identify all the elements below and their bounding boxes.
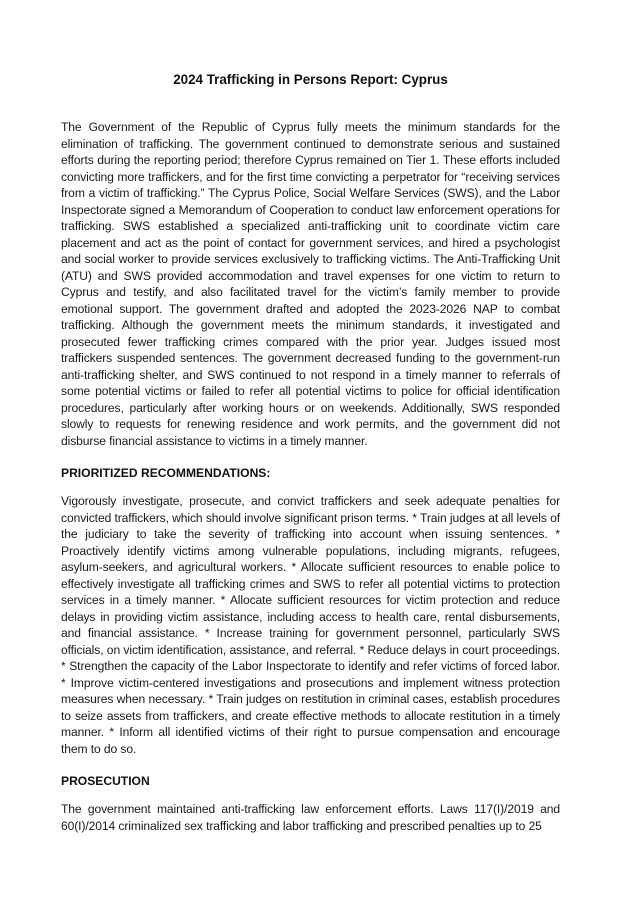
intro-paragraph: The Government of the Republic of Cyprus fully meets the minimum standards for the elimination of trafficking. The government continued to demonstrate serious and sustained efforts during the reporting period; therefore Cyprus remained on Tier 1. These efforts included convicting more traffickers, and for the first time convicting a perpetrator for “receiving services from a victim of trafficking.” The Cyprus Police, Social Welfare Services (SWS), and the Labor Inspectorate signed a Memorandum of Cooperation to conduct law enforcement operations for trafficking. SWS established a specialized anti-trafficking unit to coordinate victim care placement and act as the point of contact for government services, and hired a psychologist and social worker to provide services exclusively to trafficking victims. The Anti-Trafficking Unit (ATU) and SWS provided accommodation and travel expenses for one victim to return to Cyprus and testify, and also facilitated travel for the victim’s family member to provide emotional support. The government drafted and adopted the 2023-2026 NAP to combat trafficking. Although the government meets the minimum standards, it investigated and prosecuted fewer trafficking crimes compared with the prior year. Judges issued most traffickers suspended sentences. The government decreased funding to the government-run anti-trafficking shelter, and SWS continued to not respond in a timely manner to referrals of some potential victims or failed to refer all potential victims to police for official identification procedures, particularly after working hours or on weekends. Additionally, SWS responded slowly to requests for renewing residence and work permits, and the government did not disburse financial assistance to victims in a timely manner. [61, 120, 560, 448]
section-heading-recommendations: PRIORITIZED RECOMMENDATIONS: [61, 466, 271, 480]
prosecution-paragraph: The government maintained anti-trafficking law enforcement efforts. Laws 117(I)/2019 and 60(I)/2014 criminalized sex trafficking and labor trafficking and prescribed penalties up to 25 [61, 802, 560, 833]
document-title: 2024 Trafficking in Persons Report: Cyprus [173, 72, 448, 87]
recommendations-paragraph: Vigorously investigate, prosecute, and convict traffickers and seek adequate penalties for convicted traffickers, which should involve significant prison terms. * Train judges at all levels of the judiciary to take the severity of trafficking into account when issuing sentences. * Proactively identify victims among vulnerable populations, including migrants, refugees, asylum-seekers, and agricultural workers. * Allocate sufficient resources to enable police to effectively investigate all trafficking crimes and SWS to refer all potential victims to protection services in a timely manner. * Allocate sufficient resources for victim protection and reduce delays in providing victim assistance, including access to health care, rental disbursements, and financial assistance. * Increase training for government personnel, particularly SWS officials, on victim identification, assistance, and referral. * Reduce delays in court proceedings. * Strengthen the capacity of the Labor Inspectorate to identify and refer victims of forced labor. * Improve victim-centered investigations and prosecutions and implement witness protection measures when necessary. * Train judges on restitution in criminal cases, establish procedures to seize assets from traffickers, and create effective methods to allocate restitution in a timely manner. * Inform all identified victims of their right to pursue compensation and encourage them to do so. [61, 494, 560, 756]
document-body [61, 119, 560, 834]
section-heading-prosecution: PROSECUTION [61, 774, 150, 788]
